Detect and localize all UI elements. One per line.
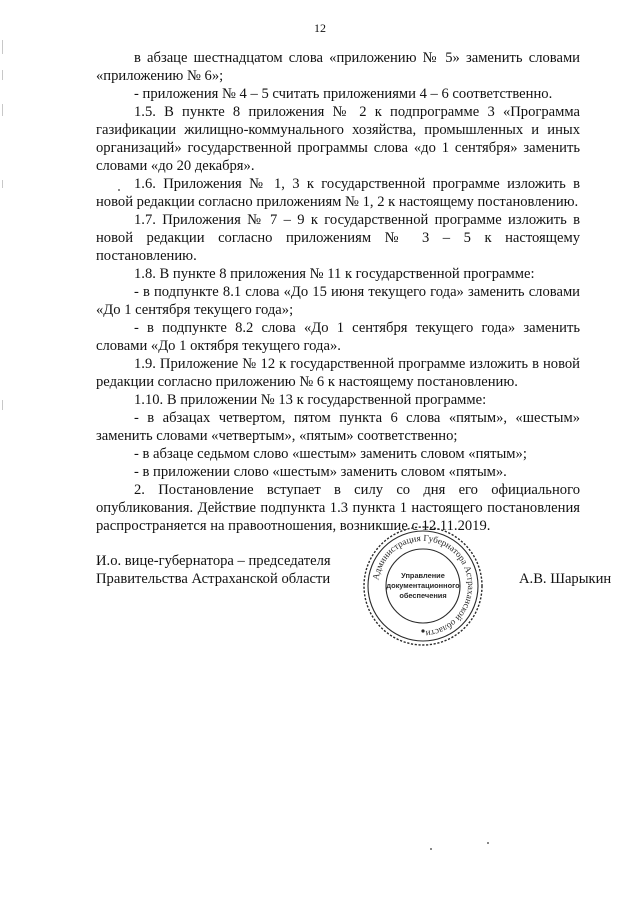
paragraph: 1.7. Приложения № 7 – 9 к государственной программе изложить в новой редакции согласно приложениям № 3 – 5 к настоящему постановлению. xyxy=(96,212,580,264)
scan-speck xyxy=(118,189,120,191)
scan-margin-marks xyxy=(2,0,6,905)
seal-center-line: документационного xyxy=(386,581,460,590)
signatory-position-line: Правительства Астраханской области xyxy=(96,571,331,587)
seal-ring-text: Администрация Губернатора Астраханской области xyxy=(370,532,477,639)
signatory-name: А.В. Шарыкин xyxy=(519,571,612,587)
document-body xyxy=(96,49,580,535)
seal-center-line: Управление xyxy=(401,571,445,580)
signatory-position xyxy=(96,552,331,588)
paragraph: в абзаце шестнадцатом слова «приложению № 5» заменить словами «приложению № 6»; xyxy=(96,50,580,84)
paragraph: - в абзаце седьмом слово «шестым» заменить словом «пятым»; xyxy=(134,446,527,462)
official-seal xyxy=(362,525,484,647)
scan-speck xyxy=(430,848,432,850)
seal-graphic xyxy=(362,525,484,647)
paragraph: 1.6. Приложения № 1, 3 к государственной программе изложить в новой редакции согласно приложениям № 1, 2 к настоящему постановлению. xyxy=(96,176,580,210)
paragraph: 2. Постановление вступает в силу со дня его официального опубликования. Действие подпункта 1.3 пункта 1 настоящего постановления распространяется на правоотношения, возникшие с 12.11.2019. xyxy=(96,482,580,534)
paragraph: 1.10. В приложении № 13 к государственной программе: xyxy=(134,392,487,408)
paragraph: 1.5. В пункте 8 приложения № 2 к подпрограмме 3 «Программа газификации жилищно-коммунального хозяйства, промышленных и иных организаций» государственной программы слова «до 1 сентября» заменить словами «до 20 декабря». xyxy=(96,104,580,174)
paragraph: 1.9. Приложение № 12 к государственной программе изложить в новой редакции согласно приложению № 6 к настоящему постановлению. xyxy=(96,356,580,390)
paragraph: - в приложении слово «шестым» заменить словом «пятым». xyxy=(134,464,507,480)
paragraph: 1.8. В пункте 8 приложения № 11 к государственной программе: xyxy=(134,266,535,282)
page-number: 12 xyxy=(314,21,326,35)
paragraph: - в подпункте 8.1 слова «До 15 июня текущего года» заменить словами «До 1 сентября текущего года»; xyxy=(96,284,580,318)
paragraph: - в подпункте 8.2 слова «До 1 сентября текущего года» заменить словами «До 1 октября текущего года». xyxy=(96,320,580,354)
seal-center-line: обеспечения xyxy=(399,591,447,600)
paragraph: - приложения № 4 – 5 считать приложениями 4 – 6 соответственно. xyxy=(134,86,553,102)
paragraph: - в абзацах четвертом, пятом пункта 6 слова «пятым», «шестым» заменить словами «четвертым», «пятым» соответственно; xyxy=(96,410,580,444)
scan-speck xyxy=(487,842,489,844)
signatory-position-line: И.о. вице-губернатора – председателя xyxy=(96,553,331,569)
seal-dot xyxy=(421,629,424,632)
